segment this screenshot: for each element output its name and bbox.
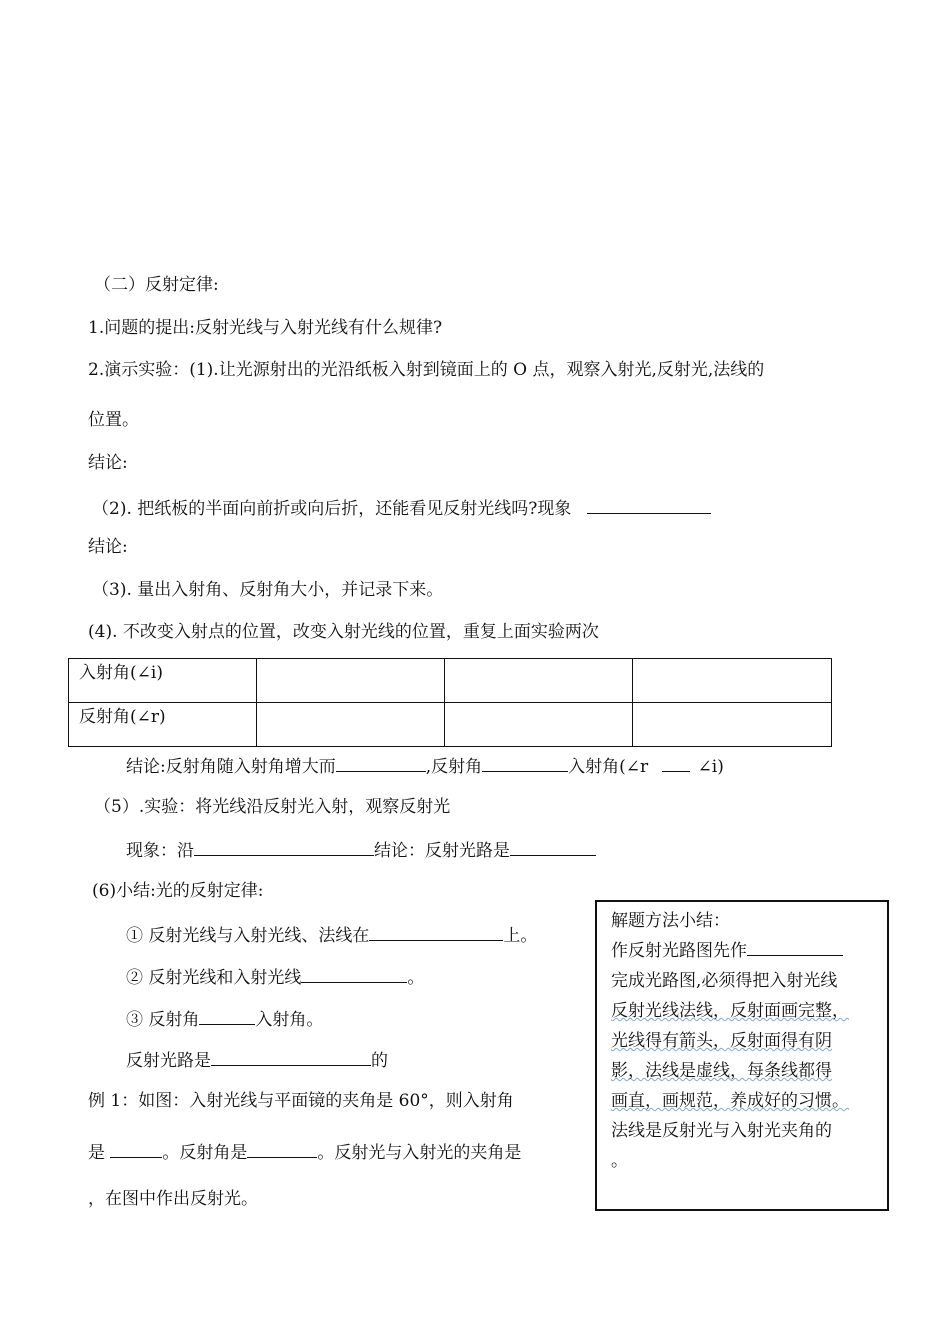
summary-line: 影，法线是虚线，每条线都得 [611, 1061, 832, 1081]
table-cell[interactable] [633, 703, 832, 747]
conclusion-3-text-b: ,反射角 [425, 757, 483, 777]
conclusion-3-text-d: ∠i) [697, 757, 724, 777]
summary-line-text: 作反射光路图先作 [611, 941, 747, 961]
example-line-1: 例 1：如图：入射光线与平面镜的夹角是 60°，则入射角 [88, 1091, 514, 1111]
summary-title: 解题方法小结： [611, 911, 730, 931]
blank[interactable] [336, 753, 426, 772]
blank[interactable] [301, 964, 407, 983]
example-text-b: 。反射角是 [162, 1143, 248, 1163]
law-4 [126, 1047, 388, 1072]
law-2-end: 。 [407, 968, 425, 988]
question-2-line1: 2.演示实验：(1).让光源射出的光沿纸板入射到镜面上的 O 点，观察入射光,反射光,法线的 [88, 360, 765, 380]
table-cell[interactable] [445, 703, 633, 747]
table-cell[interactable] [445, 659, 633, 703]
law-2 [126, 964, 424, 989]
conclusion-3-text-a: 结论:反射角随入射角增大而 [126, 757, 336, 777]
phenomenon-conclusion-text: 结论：反射光路是 [374, 841, 510, 861]
blank[interactable] [110, 1139, 162, 1158]
law-1 [126, 922, 537, 947]
section-heading: （二）反射定律: [94, 275, 219, 295]
blank[interactable] [211, 1047, 371, 1066]
reflection-angle-label: 反射角(∠r) [69, 703, 257, 747]
question-2-line2: 位置。 [88, 410, 139, 430]
example-text-c: 。反射光与入射光的夹角是 [317, 1143, 522, 1163]
table-cell[interactable] [633, 659, 832, 703]
law-4-end: 的 [371, 1051, 388, 1071]
law-3-end: 入射角。 [255, 1010, 324, 1030]
conclusion-2-label: 结论: [88, 537, 128, 557]
law-2-text: ② 反射光线和入射光线 [126, 968, 302, 988]
table-row [69, 703, 832, 747]
blank[interactable] [747, 937, 843, 956]
conclusion-3 [126, 753, 724, 778]
step-3: （3). 量出入射角、反射角大小，并记录下来。 [92, 580, 444, 600]
phenomenon-text: 现象：沿 [126, 841, 194, 861]
phenomenon-line [126, 837, 596, 862]
summary-line: 完成光路图,必须得把入射光线 [611, 971, 838, 991]
step-6: (6)小结:光的反射定律: [92, 881, 264, 901]
question-1: 1.问题的提出:反射光线与入射光线有什么规律? [88, 318, 443, 338]
summary-line [611, 936, 883, 966]
law-3 [126, 1006, 323, 1031]
phenomenon-blank[interactable] [587, 495, 711, 514]
summary-line: 画直，画规范，养成好的习惯。 [611, 1091, 849, 1111]
blank[interactable] [247, 1139, 317, 1158]
summary-line: 法线是反射光与入射光夹角的 [611, 1121, 832, 1141]
step-2-text: （2). 把纸板的半面向前折或向后折，还能看见反射光线吗?现象 [92, 499, 572, 519]
incidence-angle-label: 入射角(∠i) [69, 659, 257, 703]
conclusion-1-label: 结论: [88, 453, 128, 473]
table-row [69, 659, 832, 703]
step-5: （5）.实验：将光线沿反射光入射，观察反射光 [94, 797, 451, 817]
summary-line: 。 [611, 1151, 628, 1171]
blank[interactable] [194, 837, 374, 856]
blank[interactable] [510, 837, 596, 856]
table-cell[interactable] [257, 703, 445, 747]
example-line-3: ，在图中作出反射光。 [88, 1189, 258, 1209]
summary-line: 反射光线法线，反射面画完整， [611, 1001, 849, 1021]
example-line-2 [88, 1139, 521, 1164]
law-1-text: ① 反射光线与入射光线、法线在 [126, 926, 370, 946]
step-4: (4). 不改变入射点的位置，改变入射光线的位置，重复上面实验两次 [88, 622, 599, 642]
step-2 [92, 495, 711, 520]
blank[interactable] [369, 922, 503, 941]
example-text-a: 是 [88, 1143, 105, 1163]
blank[interactable] [482, 753, 568, 772]
blank[interactable] [662, 753, 690, 772]
method-summary-box [595, 900, 889, 1211]
angle-table [68, 658, 832, 747]
law-4-text: 反射光路是 [126, 1051, 211, 1071]
blank[interactable] [199, 1006, 255, 1025]
conclusion-3-text-c: 入射角(∠r [568, 757, 649, 777]
law-1-end: 上。 [503, 926, 538, 946]
table-cell[interactable] [257, 659, 445, 703]
law-3-text: ③ 反射角 [126, 1010, 200, 1030]
summary-line: 光线得有箭头，反射面得有阴 [611, 1031, 832, 1051]
